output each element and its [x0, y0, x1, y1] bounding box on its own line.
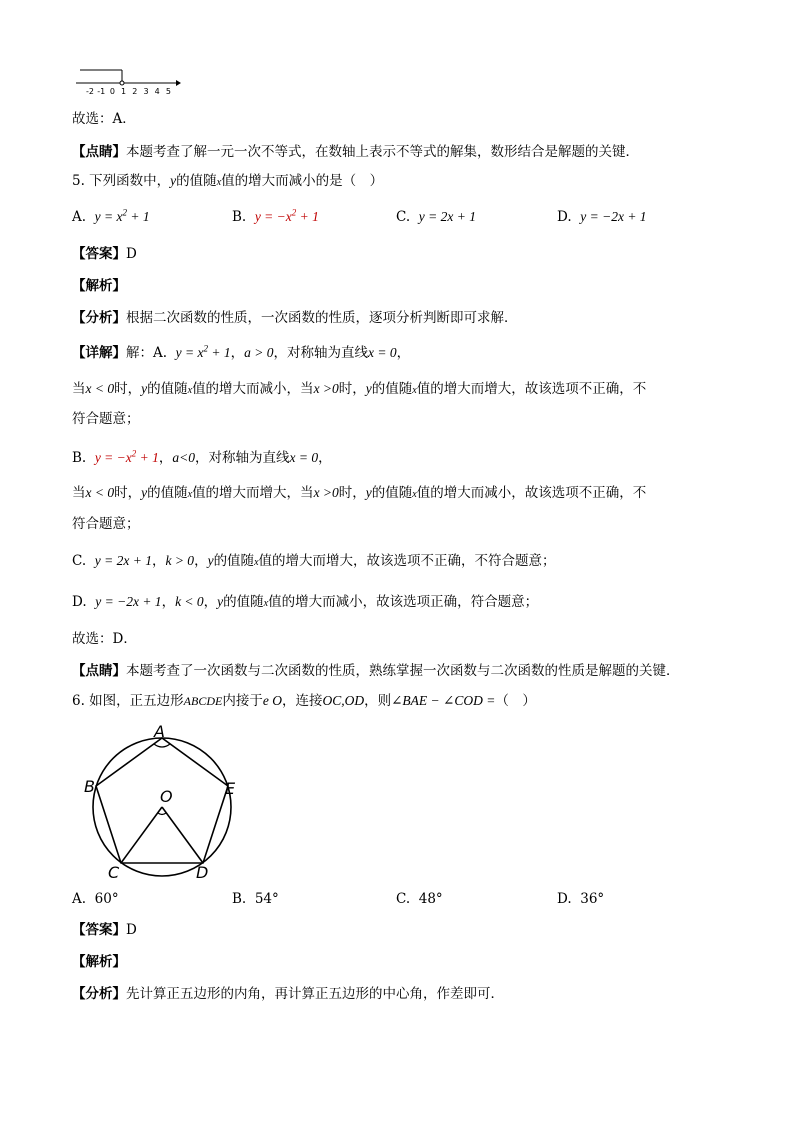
detail-end: ， [396, 345, 411, 361]
math-y: y [141, 381, 148, 396]
detail-func-sup: 2 [203, 343, 208, 354]
q5-detail-b3: 符合题意； [72, 516, 140, 532]
q6-expr: ∠BAE − ∠COD = [391, 693, 496, 708]
math-y: y [217, 594, 224, 609]
number-line-tick-label: -2 [86, 87, 94, 96]
answer-value: D [126, 246, 137, 262]
math-x: x [412, 489, 417, 500]
text: 时， [338, 381, 366, 397]
analysis-text: 先计算正五边形的内角，再计算正五边形的中心角，作差即可． [126, 986, 504, 1002]
math-cond: x >0 [313, 485, 339, 500]
q6-answer [72, 921, 137, 939]
math-y: y [365, 381, 372, 396]
text: 当 [72, 381, 86, 397]
option-value: 60° [94, 891, 119, 907]
number-line-tick-label: 3 [143, 87, 149, 96]
segment-od [162, 807, 203, 863]
q4-choose: 故选：A． [72, 111, 136, 127]
q6-option-c [396, 890, 443, 908]
q5-choose: 故选：D． [72, 631, 137, 647]
detail-tag: 【详解】 [72, 345, 126, 361]
q5-option-c [396, 208, 476, 226]
q6-circle: e O [262, 693, 282, 708]
option-func-post: + 1 [296, 209, 319, 224]
q5-detail-a2 [72, 380, 646, 400]
detail-cond: a > 0 [244, 345, 274, 360]
text: 时， [114, 485, 142, 501]
detail-lead: 解：A. [126, 345, 168, 361]
detail-func-pre: y = −x [94, 450, 132, 465]
text: 值的增大而减小，当 [192, 381, 314, 397]
option-letter: B. [232, 209, 247, 225]
option-func-pre: y = x [94, 209, 123, 224]
math-cond: x < 0 [85, 485, 115, 500]
detail-axis-text: ，对称轴为直线 [273, 345, 368, 361]
q6-option-b [232, 890, 279, 908]
q5-detail-b2 [72, 484, 646, 504]
math-x: x [263, 598, 269, 609]
text: 值的增大而增大，故该选项不正确，不符合题意； [258, 553, 556, 569]
q6-shape: ABCDE [183, 694, 223, 708]
comment-text: 本题考查了解一元一次不等式，在数轴上表示不等式的解集，数形结合是解题的关键． [126, 144, 639, 160]
q6-stem-mid2: ，连接 [281, 693, 323, 709]
q6-stem-mid: 内接于 [222, 693, 263, 709]
math-y: y [141, 485, 148, 500]
comment-text: 本题考查了一次函数与二次函数的性质，熟练掌握一次函数与二次函数的性质是解题的关键． [126, 663, 680, 679]
q5-option-a [72, 208, 150, 226]
text: 值的增大而增大，当 [192, 485, 314, 501]
q5-jiexi [72, 277, 126, 295]
q5-option-b [232, 208, 319, 226]
analysis-tag: 【分析】 [72, 986, 126, 1002]
detail-func-post: + 1 [207, 345, 231, 360]
label-d: D [196, 863, 209, 882]
math-x: x [187, 489, 193, 500]
q6-stem-pre: 6. 如图，正五边形 [72, 693, 184, 709]
number-line-figure [76, 66, 186, 96]
text: 值的增大而增大，故该选项不正确，不 [416, 381, 647, 397]
q6-stem-post: （ ） [495, 693, 536, 709]
comment-tag: 【点睛】 [72, 663, 126, 679]
text: 的值随 [371, 485, 413, 501]
option-func-sup: 2 [122, 207, 127, 218]
number-line-tick-label: 2 [132, 87, 138, 96]
angle-arc-o [158, 813, 166, 815]
q5-detail-c: C. y = 2x + 1，k > 0，y的值随x值的增大而增大，故该选项不正确，不符合题意； [72, 553, 556, 569]
option-func-post: + 1 [126, 209, 150, 224]
text: 的值随 [147, 381, 188, 397]
math-x: x [254, 557, 259, 568]
q6-jiexi [72, 953, 126, 971]
text: 时， [338, 485, 366, 501]
q5-answer [72, 245, 137, 263]
text: 当 [72, 485, 86, 501]
detail-func-sup: 2 [131, 448, 137, 459]
option-func-sup: 2 [291, 207, 297, 218]
q5-detail-d: D. y = −2x + 1，k < 0，y的值随x值的增大而减小，故该选项正确，符合题意； [72, 594, 539, 610]
detail-lead: B. [72, 450, 87, 466]
detail-func: y = −2x + 1 [95, 594, 162, 609]
math-y: y [207, 553, 214, 568]
detail-func-pre: y = x [175, 345, 204, 360]
detail-axis-text: ，对称轴为直线 [195, 450, 290, 466]
q5-analysis [72, 309, 518, 327]
q5-detail-a3: 符合题意； [72, 411, 140, 427]
math-cond: x < 0 [85, 381, 115, 396]
q5-stem-x: x [216, 177, 222, 188]
math-x: x [187, 385, 193, 396]
option-func: y = 2x + 1 [418, 209, 476, 224]
q5-stem-y: y [170, 173, 177, 188]
q5-stem-pre: 5. 下列函数中， [72, 173, 171, 189]
q6-stem-mid3: ，则 [364, 693, 392, 709]
option-letter: A. [72, 209, 87, 225]
math-x: x [412, 385, 417, 396]
option-func-pre: y = −x [254, 209, 292, 224]
number-line-tick-label: 4 [154, 87, 160, 96]
option-letter: C. [396, 891, 411, 907]
detail-cond: k > 0 [165, 553, 195, 568]
comment-tag: 【点睛】 [72, 144, 126, 160]
text: 的值随 [223, 594, 264, 610]
analysis-text: 根据二次函数的性质，一次函数的性质，逐项分析判断即可求解． [126, 310, 518, 326]
detail-lead: D. [72, 594, 87, 610]
q6-segs: OC,OD [322, 693, 365, 708]
q5-option-d [557, 208, 647, 226]
q4-comment [72, 143, 639, 161]
jiexi-tag: 【解析】 [72, 278, 126, 294]
q6-option-d [557, 890, 604, 908]
number-line-tick-label: 1 [121, 87, 127, 96]
detail-axis: x = 0 [367, 345, 397, 360]
label-o: O [160, 787, 173, 806]
label-b: B [84, 777, 95, 796]
text: 的值随 [371, 381, 413, 397]
answer-value: D [126, 922, 137, 938]
q6-analysis [72, 985, 504, 1003]
number-line-tick-label: -1 [97, 87, 106, 96]
detail-func: y = 2x + 1 [94, 553, 152, 568]
detail-end: ， [318, 450, 332, 466]
label-a: A [154, 722, 165, 741]
segment-oc [121, 807, 162, 863]
math-y: y [365, 485, 372, 500]
q5-stem-mid: 的值随 [176, 173, 217, 189]
option-func: y = −2x + 1 [580, 209, 647, 224]
q5-stem-post: 值的增大而减小的是（ ） [221, 173, 384, 189]
q5-detail-b: B. $y = -x^2 + 1$，a<0，对称轴为直线x = 0， [72, 448, 332, 466]
detail-func-post: + 1 [136, 450, 159, 465]
q6-option-a [72, 890, 119, 908]
q5-detail-a: 【详解】解：A. $y = x^2 + 1$，a > 0，对称轴为直线x = 0， [72, 343, 411, 361]
jiexi-tag: 【解析】 [72, 954, 126, 970]
option-letter: D. [557, 209, 572, 225]
label-c: C [108, 863, 120, 882]
detail-lead: C. [72, 553, 87, 569]
q5-comment [72, 662, 680, 680]
detail-cond: a<0 [172, 450, 196, 465]
text: 的值随 [147, 485, 188, 501]
option-letter: B. [232, 891, 247, 907]
analysis-tag: 【分析】 [72, 310, 126, 326]
label-e: E [225, 779, 236, 798]
q6-stem [72, 692, 536, 710]
q5-stem [72, 172, 383, 192]
pentagon-circle-figure [78, 722, 258, 882]
option-value: 54° [254, 891, 279, 907]
text: 的值随 [213, 553, 255, 569]
option-letter: D. [557, 891, 572, 907]
text: 时， [114, 381, 142, 397]
detail-axis: x = 0 [289, 450, 319, 465]
option-letter: A. [72, 891, 87, 907]
number-line-tick-label: 5 [165, 87, 171, 96]
option-letter: C. [396, 209, 411, 225]
math-cond: x >0 [313, 381, 339, 396]
answer-tag: 【答案】 [72, 922, 126, 938]
option-value: 48° [418, 891, 443, 907]
answer-tag: 【答案】 [72, 246, 126, 262]
text: 值的增大而减小，故该选项不正确，不 [416, 485, 647, 501]
number-line-tick-label: 0 [109, 87, 115, 96]
text: 值的增大而减小，故该选项正确，符合题意； [268, 594, 539, 610]
angle-arc-a [154, 744, 170, 747]
detail-cond: k < 0 [175, 594, 204, 609]
option-value: 36° [580, 891, 605, 907]
